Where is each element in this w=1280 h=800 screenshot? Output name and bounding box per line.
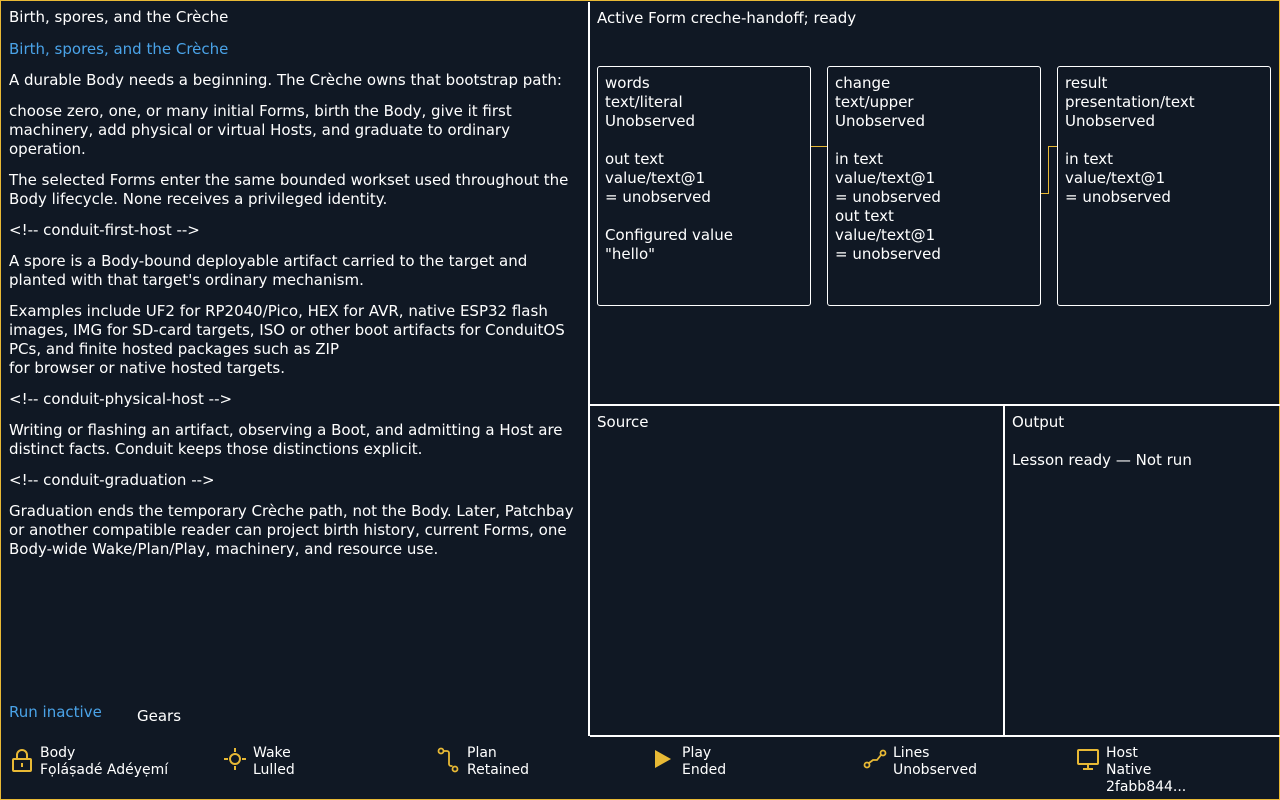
lesson-heading-link[interactable]: Birth, spores, and the Crèche — [9, 40, 229, 58]
node-line: = unobserved — [605, 188, 711, 206]
node-change[interactable] — [827, 66, 1041, 306]
node-line: Unobserved — [1065, 112, 1156, 130]
node-port[interactable]: in text — [1065, 150, 1114, 168]
node-line: = unobserved — [1065, 188, 1171, 206]
node-line: value/text@1 — [835, 226, 936, 244]
node-line: words — [605, 74, 650, 92]
gears-button[interactable]: Gears — [137, 707, 182, 725]
monitor-icon — [1076, 747, 1100, 775]
lesson-paragraph: A spore is a Body-bound deployable artifact carried to the target and planted with that target's ordinary mechanism. — [9, 252, 528, 289]
node-result[interactable] — [1057, 66, 1271, 306]
node-port[interactable]: out text — [835, 207, 894, 225]
node-line: change — [835, 74, 891, 92]
form-status: Active Form creche-handoff; ready — [597, 9, 857, 27]
route-icon — [437, 747, 461, 775]
status-body-label: Body — [40, 745, 76, 761]
run-inactive-link[interactable]: Run inactive — [9, 703, 102, 721]
node-line: Configured value — [605, 226, 733, 244]
node-line — [835, 131, 1033, 150]
lock-icon — [10, 747, 34, 775]
node-words[interactable] — [597, 66, 811, 306]
node-port[interactable]: in text — [835, 150, 884, 168]
node-line: Unobserved — [835, 112, 926, 130]
wire-change-result — [1041, 146, 1049, 194]
lesson-paragraph: Writing or flashing an artifact, observing a Boot, and admitting a Host are distinct facts. Conduit keeps those distinctions explicit. — [9, 421, 563, 458]
node-port[interactable]: out text — [605, 150, 664, 168]
node-line: value/text@1 — [1065, 169, 1166, 187]
lesson-paragraph: choose zero, one, or many initial Forms, birth the Body, give it first machinery, add physical or virtual Hosts, and graduate to ordinary operation. — [9, 102, 512, 158]
active-form-pane — [590, 2, 1280, 404]
node-line: result — [1065, 74, 1108, 92]
node-line — [605, 131, 803, 150]
output-title: Output — [1012, 413, 1065, 431]
status-lines-value: Unobserved — [893, 762, 978, 778]
output-pane — [1005, 406, 1280, 736]
status-wake-value: Lulled — [253, 762, 295, 778]
status-host-id: 2fabb844... — [1106, 779, 1187, 795]
play-icon — [652, 747, 676, 775]
status-plan-value: Retained — [467, 762, 530, 778]
node-line: "hello" — [605, 245, 656, 263]
line-icon — [863, 747, 887, 775]
node-line: text/upper — [835, 93, 914, 111]
status-lines-label: Lines — [893, 745, 930, 761]
status-plan-label: Plan — [467, 745, 497, 761]
node-line: text/literal — [605, 93, 683, 111]
status-host-value: Native — [1106, 762, 1152, 778]
lesson-marker: <!-- conduit-physical-host --> — [9, 390, 233, 408]
lesson-paragraph: Examples include UF2 for RP2040/Pico, HEX for AVR, native ESP32 flash images, IMG for SD-card targets, ISO or other boot artifacts for ConduitOS PCs, and finite hosted packages such as ZIP — [9, 302, 565, 358]
node-line: value/text@1 — [835, 169, 936, 187]
status-bar — [2, 737, 1280, 800]
output-text: Lesson ready — Not run — [1012, 451, 1192, 469]
lesson-paragraph: Graduation ends the temporary Crèche path, not the Body. Later, Patchbay or another compatible reader can project birth history, current Forms, one Body-wide Wake/Plan/Play, machinery, and resource use. — [9, 502, 574, 558]
wire-words-change — [811, 146, 827, 147]
lesson-pane — [2, 2, 589, 736]
status-host-label: Host — [1106, 745, 1138, 761]
status-play-value: Ended — [682, 762, 727, 778]
lesson-paragraph: The selected Forms enter the same bounded workset used throughout the Body lifecycle. None receives a privileged identity. — [9, 171, 569, 208]
sun-icon — [223, 747, 247, 775]
lesson-marker: <!-- conduit-graduation --> — [9, 471, 215, 489]
node-line — [605, 207, 803, 226]
source-pane[interactable] — [590, 406, 1003, 736]
node-line: = unobserved — [835, 245, 941, 263]
status-wake-label: Wake — [253, 745, 291, 761]
lesson-title: Birth, spores, and the Crèche — [9, 8, 229, 26]
status-play-label: Play — [682, 745, 712, 761]
node-line: presentation/text — [1065, 93, 1195, 111]
source-title: Source — [597, 413, 649, 431]
node-line: Unobserved — [605, 112, 696, 130]
lesson-paragraph: for browser or native hosted targets. — [9, 359, 285, 377]
lesson-marker: <!-- conduit-first-host --> — [9, 221, 200, 239]
node-line: value/text@1 — [605, 169, 706, 187]
node-line: = unobserved — [835, 188, 941, 206]
status-body-value: Fọláṣadé Adéyẹmí — [40, 762, 169, 778]
lesson-paragraph: A durable Body needs a beginning. The Crèche owns that bootstrap path: — [9, 71, 562, 89]
wire-change-result-end — [1049, 146, 1057, 147]
node-line — [1065, 131, 1263, 150]
